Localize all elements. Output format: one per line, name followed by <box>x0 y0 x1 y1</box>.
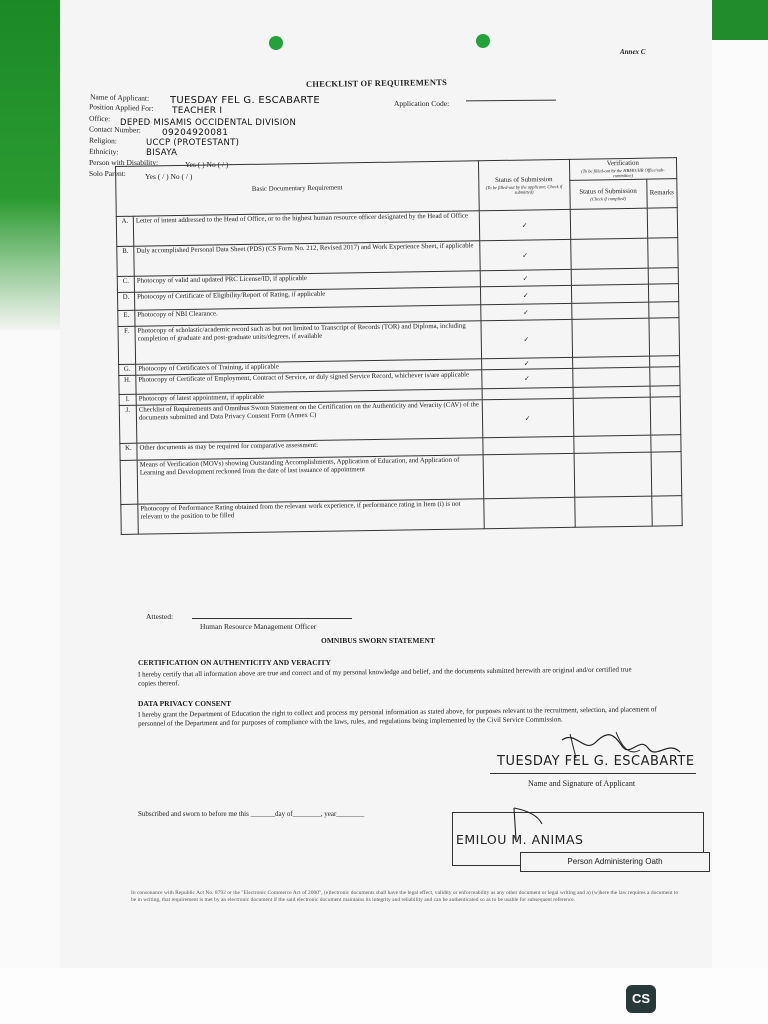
row-letter: E. <box>118 310 135 326</box>
background-left-green <box>0 0 60 330</box>
row-submission-check <box>483 497 574 528</box>
row-submission-check <box>482 436 573 454</box>
row-letter: H. <box>119 375 136 394</box>
disability-label: Person with Disability: <box>89 158 159 167</box>
row-verification-status <box>572 367 649 387</box>
religion-label: Religion: <box>88 135 118 146</box>
row-letter: K. <box>120 443 137 460</box>
attested-label: Attested: <box>146 612 174 621</box>
row-submission-check: ✓ <box>482 398 574 437</box>
row-verification-status <box>570 238 647 269</box>
row-letter <box>120 460 138 504</box>
row-verification-status <box>570 208 647 239</box>
row-requirement-text: Photocopy of Certificate of Employment, Contract of Service, or duly signed Service Record, whichever is/are applicable <box>136 370 482 394</box>
ethnicity-value: BISAYA <box>146 148 178 158</box>
row-remarks <box>650 435 681 452</box>
row-remarks <box>650 397 681 435</box>
office-value: DEPED MISAMIS OCCIDENTAL DIVISION <box>120 118 297 128</box>
row-requirement-text: Photocopy of Certificate of Eligibility/Report of Rating, if applicable <box>134 287 480 310</box>
applicant-signature-line <box>490 773 696 774</box>
omnibus-title: OMNIBUS SWORN STATEMENT <box>321 636 435 645</box>
row-remarks <box>647 208 678 238</box>
row-letter: A. <box>116 216 133 246</box>
row-submission-check: ✓ <box>480 285 571 304</box>
row-verification-status <box>571 302 648 319</box>
row-letter: G. <box>119 364 136 375</box>
scanner-badge: CS <box>626 985 656 1013</box>
contact-label: Contact Number: <box>88 124 141 135</box>
position-label: Position Applied For: <box>88 102 154 113</box>
row-remarks <box>649 356 680 367</box>
row-remarks <box>651 452 682 496</box>
row-requirement-text: Photocopy of Performance Rating obtained from the relevant work experience, if performance rating in Item (i) is not relevant to the position to be filled <box>138 499 484 534</box>
row-remarks <box>651 496 682 526</box>
row-remarks <box>647 238 678 268</box>
row-submission-check <box>483 453 575 498</box>
office-label: Office: <box>88 113 111 124</box>
row-verification-status <box>572 318 650 357</box>
row-letter: D. <box>117 292 134 310</box>
row-requirement-text: Letter of intent addressed to the Head of Office, or to the highest human resource officer designated by the Head of Office <box>133 211 479 246</box>
row-submission-check: ✓ <box>481 319 573 358</box>
row-submission-check: ✓ <box>481 368 572 388</box>
row-requirement-text: Photocopy of scholastic/academic record such as but not limited to Transcript of Records (TOR) and Diploma, including completion of graduate and post-graduate units/degrees, if available <box>135 321 481 364</box>
row-remarks <box>650 386 681 397</box>
row-letter: J. <box>119 405 137 443</box>
row-verification-status <box>571 284 648 303</box>
row-remarks <box>649 367 680 386</box>
applicant-signature-label: Name and Signature of Applicant <box>528 779 636 788</box>
certification-text: I hereby certify that all information above are true and correct and of my personal knowledge and belief, and the documents submitted herewith are original and/or certified true copies thereof. <box>137 665 632 688</box>
subscribed-text: Subscribed and sworn to before me this _______day of________, year________ <box>138 810 365 818</box>
oath-name: EMILOU M. ANIMAS <box>456 832 584 847</box>
solo-parent-label: Solo Parent: <box>89 169 126 178</box>
row-verification-status <box>574 452 652 497</box>
religion-value: UCCP (PROTESTANT) <box>146 138 240 148</box>
row-verification-status <box>571 268 648 285</box>
application-code-label: Application Code: <box>394 99 450 108</box>
row-requirement-text: Photocopy of NBI Clearance. <box>135 305 481 326</box>
row-remarks <box>648 284 679 302</box>
row-requirement-text: Photocopy of Certificate/s of Training, if applicable <box>136 359 482 375</box>
row-requirement-text: Photocopy of valid and updated PRC License/ID, if applicable <box>134 271 480 292</box>
privacy-text: I hereby grant the Department of Education the right to collect and process my personal information as stated above, for purposes relevant to the recruitment, selection, and placement of personnel of the Department and for purposes of compliance with the laws, rules, and regulations being implemented by the Civil Service Commission. <box>137 705 657 728</box>
position-value: TEACHER I <box>172 106 223 116</box>
certification-heading: CERTIFICATION ON AUTHENTICITY AND VERACITY <box>138 658 331 667</box>
oath-label: Person Administering Oath <box>520 852 710 872</box>
col-ver-status-header: Status of Submission (Check if complied) <box>569 179 646 209</box>
punch-hole-right <box>476 34 490 48</box>
ethnicity-label: Ethnicity: <box>88 146 119 157</box>
row-verification-status <box>574 496 651 527</box>
row-remarks <box>648 268 679 284</box>
footer-note: In consonance with Republic Act No. 8792 or the "Electronic Commerce Act of 2000", (e)lectronic documents shall have the legal effect, validity or enforceability as any other document or legal writing and a) (w)here the law requires a document to be in writing, that requirement is met by an electronic document if the said electronic document maintains its integrity and reliability and can be authenticated so as to be usable for subsequent reference. <box>131 890 679 903</box>
row-submission-check: ✓ <box>479 239 570 270</box>
row-requirement-text: Other documents as may be required for comparative assessment: <box>137 438 483 460</box>
applicant-signature-name: TUESDAY FEL G. ESCABARTE <box>497 754 695 769</box>
row-verification-status <box>573 397 651 436</box>
row-requirement-text: Duly accomplished Personal Data Sheet (PDS) (CS Form No. 212, Revised 2017) and Work Experience Sheet, if applicable <box>134 241 480 276</box>
applicant-name-label: Name of Applicant: <box>89 92 150 103</box>
hrmo-label: Human Resource Management Officer <box>200 622 317 631</box>
col-status-header: Status of Submission (To be filled-out by the applicant; Check if submitted) <box>478 159 570 210</box>
row-letter: I. <box>119 394 136 405</box>
privacy-heading: DATA PRIVACY CONSENT <box>138 699 232 708</box>
row-requirement-text: Means of Verification (MOVs) showing Outstanding Accomplishments, Application of Education, and Application of Learning and Development reckoned from the date of last issuance of appointment <box>137 455 483 504</box>
applicant-name-value: TUESDAY FEL G. ESCABARTE <box>170 95 320 106</box>
col-verification-header: Verification (To be filled-out by the HRMO/HR Office/sub-committee) <box>569 158 677 181</box>
annex-label: Annex C <box>620 48 646 56</box>
page-title: CHECKLIST OF REQUIREMENTS <box>305 77 448 89</box>
row-requirement-text: Photocopy of latest appointment, if applicable <box>136 389 482 405</box>
col-requirement-header: Basic Documentary Requirement <box>116 161 479 217</box>
row-submission-check: ✓ <box>480 303 571 320</box>
background-right <box>712 0 768 1024</box>
row-submission-check: ✓ <box>481 357 572 369</box>
contact-value: 09204920081 <box>162 128 229 138</box>
disability-options: Yes ( ) No ( / ) <box>185 160 229 169</box>
requirements-table <box>115 157 683 535</box>
row-remarks <box>648 302 679 318</box>
row-submission-check: ✓ <box>480 269 571 286</box>
row-letter: C. <box>117 276 134 292</box>
row-remarks <box>649 318 680 356</box>
row-letter <box>121 504 138 534</box>
solo-parent-options: Yes ( / ) No ( / ) <box>145 172 193 181</box>
background-right-green <box>712 0 768 40</box>
punch-hole-left <box>269 36 283 50</box>
row-letter: B. <box>117 246 134 276</box>
row-requirement-text: Checklist of Requirements and Omnibus Sworn Statement on the Certification on the Authenticity and Veracity (CAV) of the documents submitted and Data Privacy Consent Form (Annex C) <box>136 400 482 443</box>
col-remarks-header: Remarks <box>646 179 677 208</box>
row-submission-check: ✓ <box>479 209 570 240</box>
attested-line <box>192 618 352 619</box>
row-verification-status <box>573 435 650 453</box>
row-letter: F. <box>118 326 136 364</box>
